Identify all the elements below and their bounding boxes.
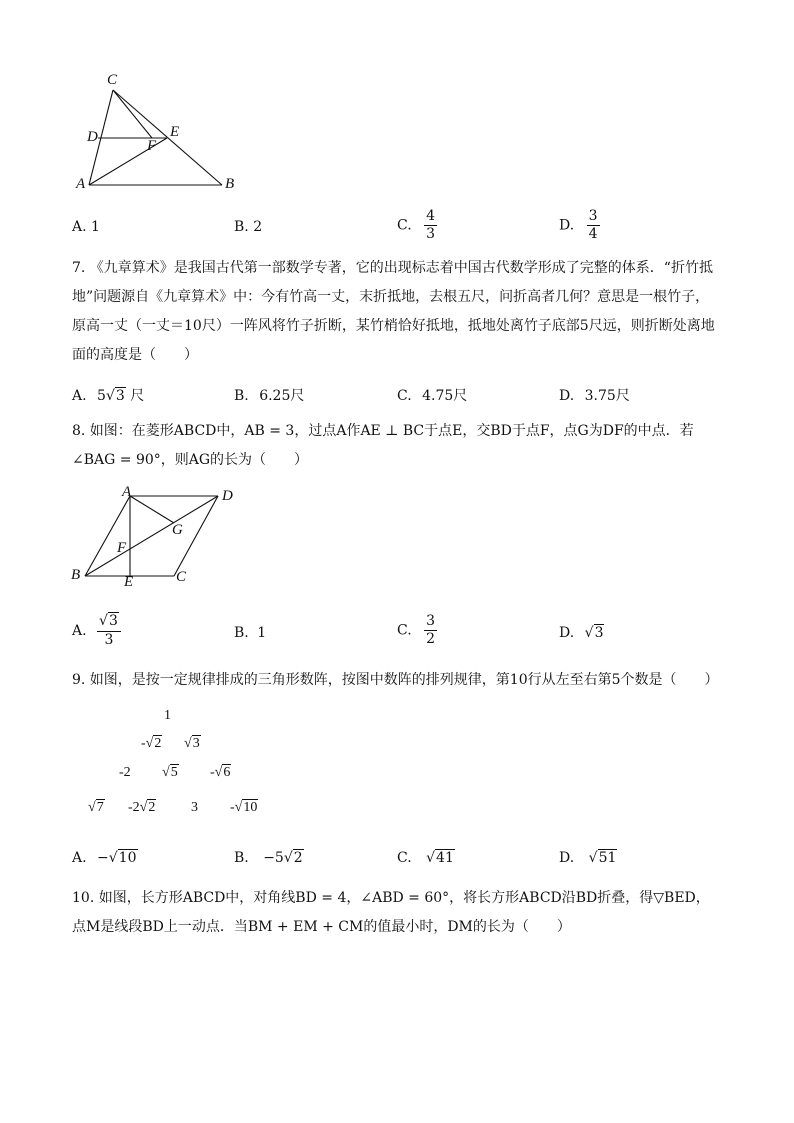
fraction — [424, 208, 437, 243]
fig8-label-f: F — [117, 540, 127, 556]
radicand: 51 — [598, 850, 617, 866]
radicand: 6 — [223, 765, 231, 780]
unit: 尺 — [130, 388, 145, 404]
sqrt-expression: √41 — [426, 850, 454, 866]
sign: − — [97, 850, 109, 866]
sqrt-expression: √51 — [588, 850, 617, 866]
row4-item-2 — [128, 800, 156, 816]
row3-item-3 — [210, 765, 231, 781]
fig8-label-d: D — [222, 488, 233, 504]
option-letter: D. — [559, 625, 575, 641]
option-letter: D. — [559, 388, 575, 404]
row4-item-1 — [88, 800, 105, 816]
radicand: 2 — [154, 736, 162, 751]
q6-option-c[interactable] — [397, 208, 437, 243]
sqrt-expression: √10 — [108, 850, 137, 866]
q6-option-a[interactable] — [72, 219, 100, 235]
option-letter: C. — [397, 217, 412, 234]
q9-line: 9. 如图，是按一定规律排成的三角形数阵，按图中数阵的排列规律，第10行从左至右第5个数是（ ） — [72, 672, 719, 688]
option-letter: A. — [72, 388, 87, 404]
q8-stem — [72, 417, 742, 475]
sqrt-expression: √7 — [88, 800, 104, 815]
radicand: 10 — [118, 850, 137, 866]
option-value: 4.75尺 — [422, 388, 468, 404]
fig6-label-c: C — [107, 72, 118, 88]
denominator: 3 — [426, 226, 436, 242]
numerator: 3 — [588, 208, 598, 224]
q8-line: ∠BAG = 90°，则AG的长为（ ） — [72, 452, 309, 468]
denominator: 4 — [588, 226, 598, 242]
option-letter: C. — [397, 622, 412, 639]
row4-item-4 — [230, 800, 258, 816]
option-letter: D. — [559, 217, 575, 234]
option-letter: B. — [234, 219, 249, 235]
sqrt-expression: √3 — [184, 736, 200, 751]
row1-item: 1 — [164, 708, 171, 723]
coefficient: −5 — [263, 850, 284, 866]
radicand: 3 — [192, 736, 200, 751]
q9-option-a[interactable] — [72, 850, 138, 866]
option-letter: A. — [72, 622, 87, 639]
q8-option-b[interactable] — [234, 625, 266, 641]
q10-stem — [72, 884, 742, 942]
option-value: 1 — [91, 219, 100, 235]
denominator: 2 — [426, 631, 436, 647]
sign: - — [141, 736, 146, 752]
option-letter: A. — [72, 219, 87, 235]
option-letter: D. — [559, 850, 575, 866]
denominator: 3 — [104, 631, 114, 648]
numerator: 4 — [426, 208, 436, 224]
option-letter: B. — [234, 625, 249, 641]
fig8-label-e: E — [124, 574, 134, 590]
radicand: 2 — [148, 800, 156, 815]
coefficient: -2 — [128, 800, 140, 816]
numerator: 3 — [426, 613, 436, 629]
radicand: 10 — [243, 800, 258, 815]
option-value: 3.75尺 — [584, 388, 630, 404]
q7-line: 原高一丈（一丈＝10尺）一阵风将竹子折断，某竹梢恰好抵地，抵地处离竹子底部5尺远，则折断处离地 — [72, 318, 715, 334]
q8-option-a[interactable] — [72, 613, 121, 649]
row3-item-2 — [162, 765, 179, 781]
option-letter: C. — [397, 850, 412, 866]
sqrt-expression: √3 — [99, 613, 118, 629]
fig6-label-b: B — [225, 176, 235, 192]
row2-item-1 — [141, 736, 162, 752]
fig8-label-g: G — [172, 522, 183, 538]
numerator — [97, 613, 121, 632]
sqrt-expression: √3 — [584, 625, 604, 641]
q9-stem — [72, 666, 742, 695]
q9-option-b[interactable] — [234, 850, 304, 866]
radicand: 3 — [108, 613, 118, 629]
sqrt-expression: √2 — [139, 800, 156, 815]
row4-item-3: 3 — [191, 800, 198, 815]
sign: - — [210, 765, 215, 781]
sqrt-expression: √6 — [214, 765, 231, 780]
q7-option-d[interactable] — [559, 385, 630, 405]
q10-line: 10. 如图，长方形ABCD中，对角线BD = 4，∠ABD = 60°，将长方形ABCD沿BD折叠，得▽BED， — [72, 890, 710, 906]
option-letter: B. — [234, 388, 249, 404]
fig6-label-a: A — [76, 176, 86, 192]
sqrt-expression: √2 — [145, 736, 162, 751]
radicand: 7 — [96, 800, 104, 815]
q6-option-d[interactable] — [559, 208, 600, 243]
q8-line: 8. 如图：在菱形ABCD中，AB = 3，过点A作AE ⊥ BC于点E，交BD于点F，点G为DF的中点．若 — [72, 423, 694, 439]
q7-line: 面的高度是（ ） — [72, 347, 198, 363]
fig8-label-c: C — [176, 569, 187, 585]
q8-option-c[interactable] — [397, 613, 437, 648]
radicand: 3 — [115, 388, 125, 404]
fraction — [587, 208, 600, 243]
q8-rhombus-figure — [70, 485, 240, 590]
q9-option-d[interactable] — [559, 850, 617, 866]
option-value: 2 — [253, 219, 263, 235]
option-letter: A. — [72, 850, 87, 866]
radicand: 2 — [293, 850, 303, 866]
fig8-label-b: B — [71, 567, 81, 583]
sqrt-expression: √5 — [162, 765, 178, 780]
option-letter: B. — [234, 850, 249, 866]
q7-option-b[interactable] — [234, 385, 304, 405]
option-letter: C. — [397, 388, 412, 404]
q6-option-b[interactable] — [234, 219, 262, 235]
sqrt-expression: √3 — [105, 388, 125, 404]
radicand: 41 — [436, 850, 454, 866]
q7-line: 7. 《九章算术》是我国古代第一部数学专著，它的出现标志着中国古代数学形成了完整的体系．“折竹抵 — [72, 260, 713, 276]
sign: - — [230, 800, 235, 816]
option-value: 1 — [257, 625, 267, 641]
q8-option-d[interactable] — [559, 625, 604, 641]
radicand: 3 — [594, 625, 604, 641]
q7-option-c[interactable] — [397, 385, 467, 405]
q7-line: 地”问题源自《九章算术》中：今有竹高一丈，末折抵地，去根五尺，问折高者几何？意思是一根竹子， — [72, 289, 710, 305]
fraction — [424, 613, 437, 648]
q7-stem — [72, 254, 742, 370]
option-value: 6.25尺 — [259, 388, 305, 404]
q10-line: 点M是线段BD上一动点．当BM + EM + CM的值最小时，DM的长为（ ） — [72, 919, 571, 935]
fig8-label-a: A — [122, 484, 132, 500]
fig6-label-d: D — [87, 129, 98, 145]
row2-item-2 — [184, 736, 201, 752]
sqrt-expression: √10 — [234, 800, 258, 815]
q9-option-c[interactable] — [397, 850, 455, 866]
fig6-label-f: F — [147, 138, 157, 154]
q7-option-a[interactable] — [72, 385, 144, 405]
fig6-label-e: E — [170, 124, 180, 140]
sqrt-expression: √2 — [283, 850, 303, 866]
fraction — [97, 613, 121, 649]
coefficient: 5 — [97, 388, 106, 404]
radicand: 5 — [170, 765, 178, 780]
row3-item-1: -2 — [119, 765, 131, 780]
